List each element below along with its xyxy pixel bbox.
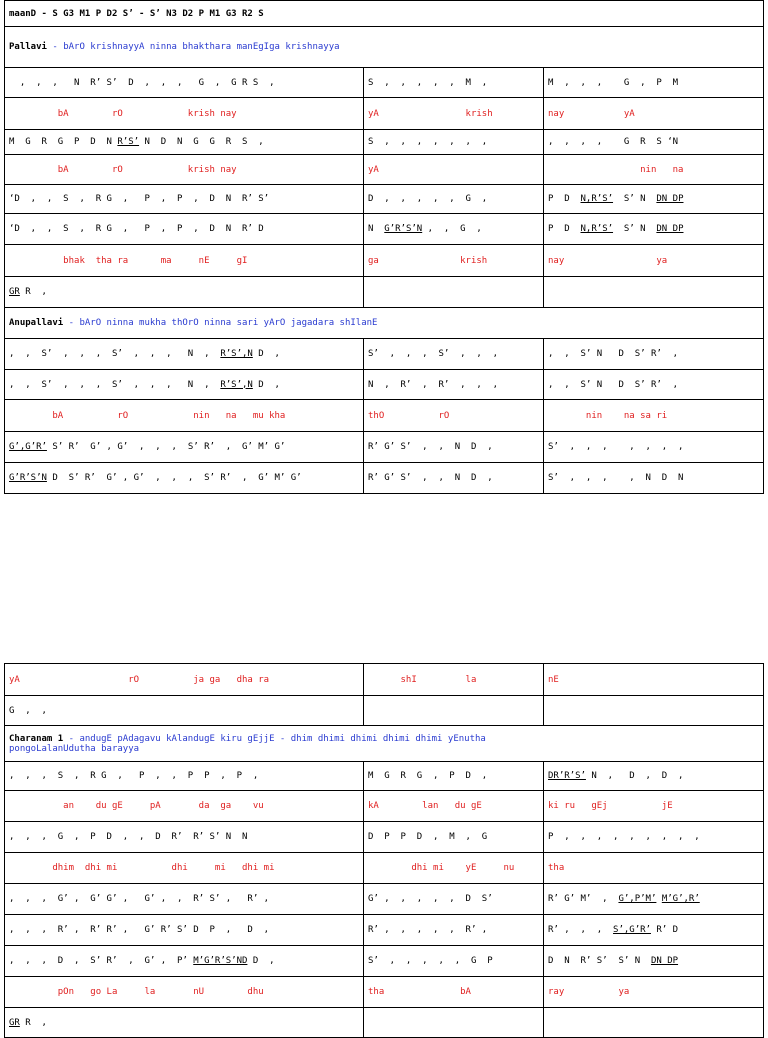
notation-row: ‘D , , S , R G , P , P , D N R’ S’ D , , , , , G , P D N,R’S’ S’ N DN DP [5, 185, 764, 214]
lyric-row: an du gE pA da ga vu kA lan du gE ki ru gEj jE [5, 791, 764, 822]
lyric-row: bA rO krish nay yA nin na [5, 155, 764, 185]
notation-row: , , , N R’ S’ D , , , G , G R S , S , , , , , M , M , , , G , P M [5, 68, 764, 98]
notation-row: , , , R’ , R’ R’ , G’ R’ S’ D P , D , R’ , , , , , R’ , R’ , , , S’,G’R’ R’ D [5, 915, 764, 946]
pallavi-anupallavi-table [4, 0, 764, 494]
notation-row: , , , D , S’ R’ , G’ , P’ M’G’R’S’ND D , S’ , , , , , G P D N R’ S’ S’ N DN DP [5, 946, 764, 977]
lyric-row: bA rO krish nay yA krish nay yA [5, 98, 764, 130]
lyric-row: pOn go La la nU dhu tha bA ray ya [5, 977, 764, 1008]
raga-scale: maanD - S G3 M1 P D2 S’ - S’ N3 D2 P M1 G3 R2 S [9, 8, 264, 19]
lyric-row: dhim dhi mi dhi mi dhi mi dhi mi yE nu tha [5, 853, 764, 884]
notation-row: G’R’S’N D S’ R’ G’ , G’ , , , S’ R’ , G’ M’ G’ R’ G’ S’ , , N D , S’ , , , , N D N [5, 463, 764, 494]
notation-row: , , S’ , , , S’ , , , N , R’S’,N D , S’ , , , S’ , , , , , S’ N D S’ R’ , [5, 339, 764, 370]
notation-row: G’,G’R’ S’ R’ G’ , G’ , , , S’ R’ , G’ M’ G’ R’ G’ S’ , , N D , S’ , , , , , , , [5, 432, 764, 463]
pallavi-lyrics: - bArO krishnayyA ninna bhakthara manEgIga krishnayya [46, 42, 340, 52]
notation-row: , , S’ , , , S’ , , , N , R’S’,N D , N , R’ , R’ , , , , , S’ N D S’ R’ , [5, 370, 764, 400]
notation-row: GR R , [5, 1008, 764, 1038]
notation-row: GR R , [5, 277, 764, 308]
lyric-row: bA rO nin na mu kha thO rO nin na sa ri [5, 400, 764, 432]
lyric-row: bhak tha ra ma nE gI ga krish nay ya [5, 245, 764, 277]
notation-row: , , , G , P D , , D R’ R’ S’ N N D P P D , M , G P , , , , , , , , , [5, 822, 764, 853]
notation-row: ‘D , , S , R G , P , P , D N R’ D N G’R’S’N , , G , P D N,R’S’ S’ N DN DP [5, 214, 764, 245]
notation-row: G , , [5, 696, 764, 726]
pallavi-header: Pallavi - bArO krishnayyA ninna bhakthara manEgIga krishnayya [5, 27, 764, 68]
notation-row: M G R G P D N R’S’ N D N G G R S , S , , , , , , , , , , , G R S ‘N [5, 130, 764, 155]
charanam-lyrics: - andugE pAdagavu kAlandugE kiru gEjjE - dhim dhimi dhimi dhimi dhimi yEnutha [63, 733, 486, 744]
notation-row: , , , G’ , G’ G’ , G’ , , R’ S’ , R’ , G’ , , , , , D S’ R’ G’ M’ , G’,P’M’ M’G’,R’ [5, 884, 764, 915]
charanam-header: Charanam 1 - andugE pAdagavu kAlandugE kiru gEjjE - dhim dhimi dhimi dhimi dhimi yEnutha pongoLalanUdutha barayya [5, 726, 764, 762]
charanam-table [4, 663, 764, 1038]
raga-scale-row [5, 1, 764, 27]
charanam-lyrics-cont: pongoLalanUdutha barayya [9, 743, 140, 754]
lyric-row: yA rO ja ga dha ra shI la nE [5, 664, 764, 696]
anupallavi-header: Anupallavi - bArO ninna mukha thOrO ninna sari yArO jagadara shIlanE [5, 308, 764, 339]
anupallavi-lyrics: - bArO ninna mukha thOrO ninna sari yArO jagadara shIlanE [63, 318, 378, 328]
notation-row: , , , S , R G , P , , P P , P , M G R G , P D , DR’R’S’ N , D , D , [5, 762, 764, 791]
